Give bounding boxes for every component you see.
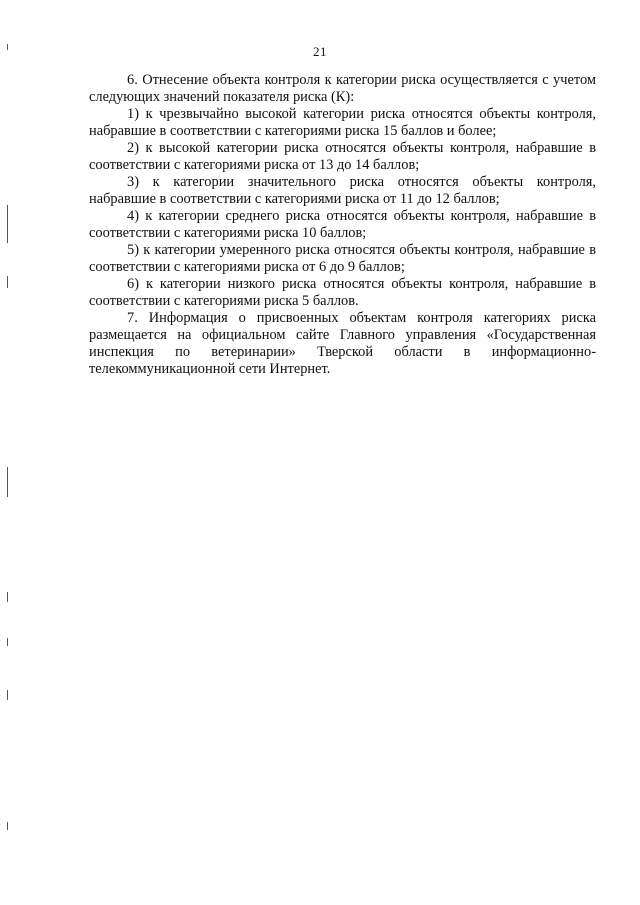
paragraph-moderate-risk: 5) к категории умеренного риска относятся объекты контроля, набравшие в соответствии с категориями риска от 6 до 9 баллов; xyxy=(89,242,596,275)
paragraph-significant-risk: 3) к категории значительного риска относятся объекты контроля, набравшие в соответствии с категориями риска от 11 до 12 баллов; xyxy=(89,174,596,207)
paragraph-low-risk: 6) к категории низкого риска относятся объекты контроля, набравшие в соответствии с категориями риска 5 баллов. xyxy=(89,276,596,309)
page-number: 21 xyxy=(313,44,327,59)
scan-mark xyxy=(7,690,8,700)
paragraph-risk-assignment: 6. Отнесение объекта контроля к категории риска осуществляется с учетом следующих значений показателя риска (К): xyxy=(89,72,596,105)
scan-mark xyxy=(7,638,8,646)
paragraph-extremely-high-risk: 1) к чрезвычайно высокой категории риска относятся объекты контроля, набравшие в соответствии с категориями риска 15 баллов и более; xyxy=(89,106,596,139)
paragraph-medium-risk: 4) к категории среднего риска относятся объекты контроля, набравшие в соответствии с категориями риска 10 баллов; xyxy=(89,208,596,241)
scan-mark xyxy=(7,467,8,497)
scan-mark xyxy=(7,205,8,243)
document-body xyxy=(89,72,596,378)
scan-mark xyxy=(7,44,8,50)
scan-mark xyxy=(7,822,8,830)
paragraph-high-risk: 2) к высокой категории риска относятся объекты контроля, набравшие в соответствии с категориями риска от 13 до 14 баллов; xyxy=(89,140,596,173)
scan-mark xyxy=(7,276,8,288)
scan-mark xyxy=(7,592,8,602)
paragraph-information-publication: 7. Информация о присвоенных объектам контроля категориях риска размещается на официальном сайте Главного управления «Государственная инспекция по ветеринарии» Тверской области в информационно-телекоммуникационной сети Интернет. xyxy=(89,310,596,377)
